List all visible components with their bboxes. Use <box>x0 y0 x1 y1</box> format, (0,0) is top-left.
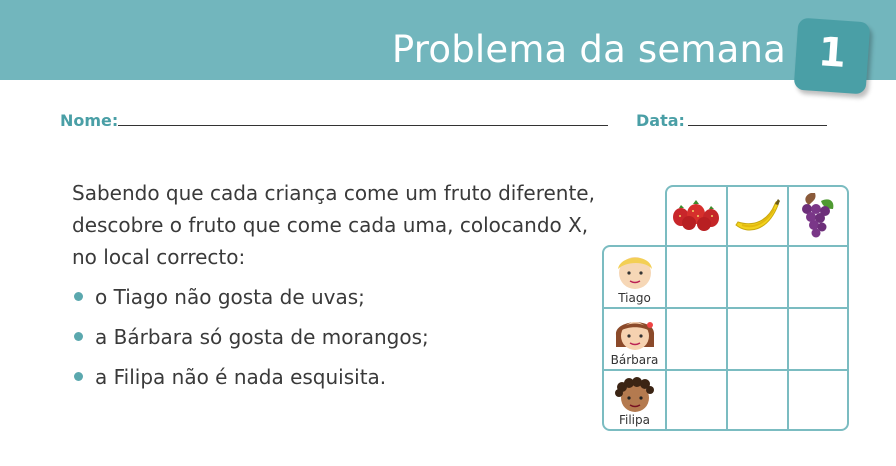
list-item <box>72 361 592 401</box>
clue-list <box>72 281 592 401</box>
clue-text: a Filipa não é nada esquisita. <box>95 365 387 389</box>
grid-cell[interactable] <box>787 307 849 371</box>
page-title: Problema da semana <box>391 28 786 71</box>
problem-number-badge <box>794 18 871 95</box>
grid-cell[interactable] <box>726 369 789 431</box>
grid-cell[interactable] <box>726 307 789 371</box>
fruit-header-strawberries <box>665 185 728 247</box>
grid-cell[interactable] <box>787 369 849 431</box>
name-line[interactable] <box>118 125 608 126</box>
child-header-tiago <box>602 245 667 309</box>
child-header-filipa <box>602 369 667 431</box>
fruit-header-grapes <box>787 185 849 247</box>
child-name: Bárbara <box>610 353 659 367</box>
clue-text: o Tiago não gosta de uvas; <box>95 285 365 309</box>
bullet-dot-icon <box>74 372 83 381</box>
girl-dark-curly-hair-icon <box>604 373 665 417</box>
problem-statement: Sabendo que cada criança come um fruto diferente, descobre o fruto que come cada uma, colocando X, no local correcto: <box>72 181 595 269</box>
name-label: Nome: <box>60 111 119 130</box>
date-line[interactable] <box>688 125 827 126</box>
grid-cell[interactable] <box>665 307 728 371</box>
fruit-header-banana <box>726 185 789 247</box>
boy-blond-icon <box>604 249 665 293</box>
problem-number: 1 <box>816 29 848 77</box>
list-item <box>72 281 592 321</box>
grid-cell[interactable] <box>726 245 789 309</box>
list-item <box>72 321 592 361</box>
grid-cell[interactable] <box>665 369 728 431</box>
grapes-icon <box>789 187 847 245</box>
bullet-dot-icon <box>74 292 83 301</box>
child-header-barbara <box>602 307 667 371</box>
child-name: Tiago <box>618 291 651 305</box>
girl-brown-hair-icon <box>604 311 665 355</box>
strawberries-icon <box>667 187 726 245</box>
bullet-dot-icon <box>74 332 83 341</box>
date-label: Data: <box>636 111 685 130</box>
banana-icon <box>728 187 787 245</box>
grid-cell[interactable] <box>787 245 849 309</box>
clue-text: a Bárbara só gosta de morangos; <box>95 325 429 349</box>
grid-cell[interactable] <box>665 245 728 309</box>
child-name: Filipa <box>618 413 650 427</box>
